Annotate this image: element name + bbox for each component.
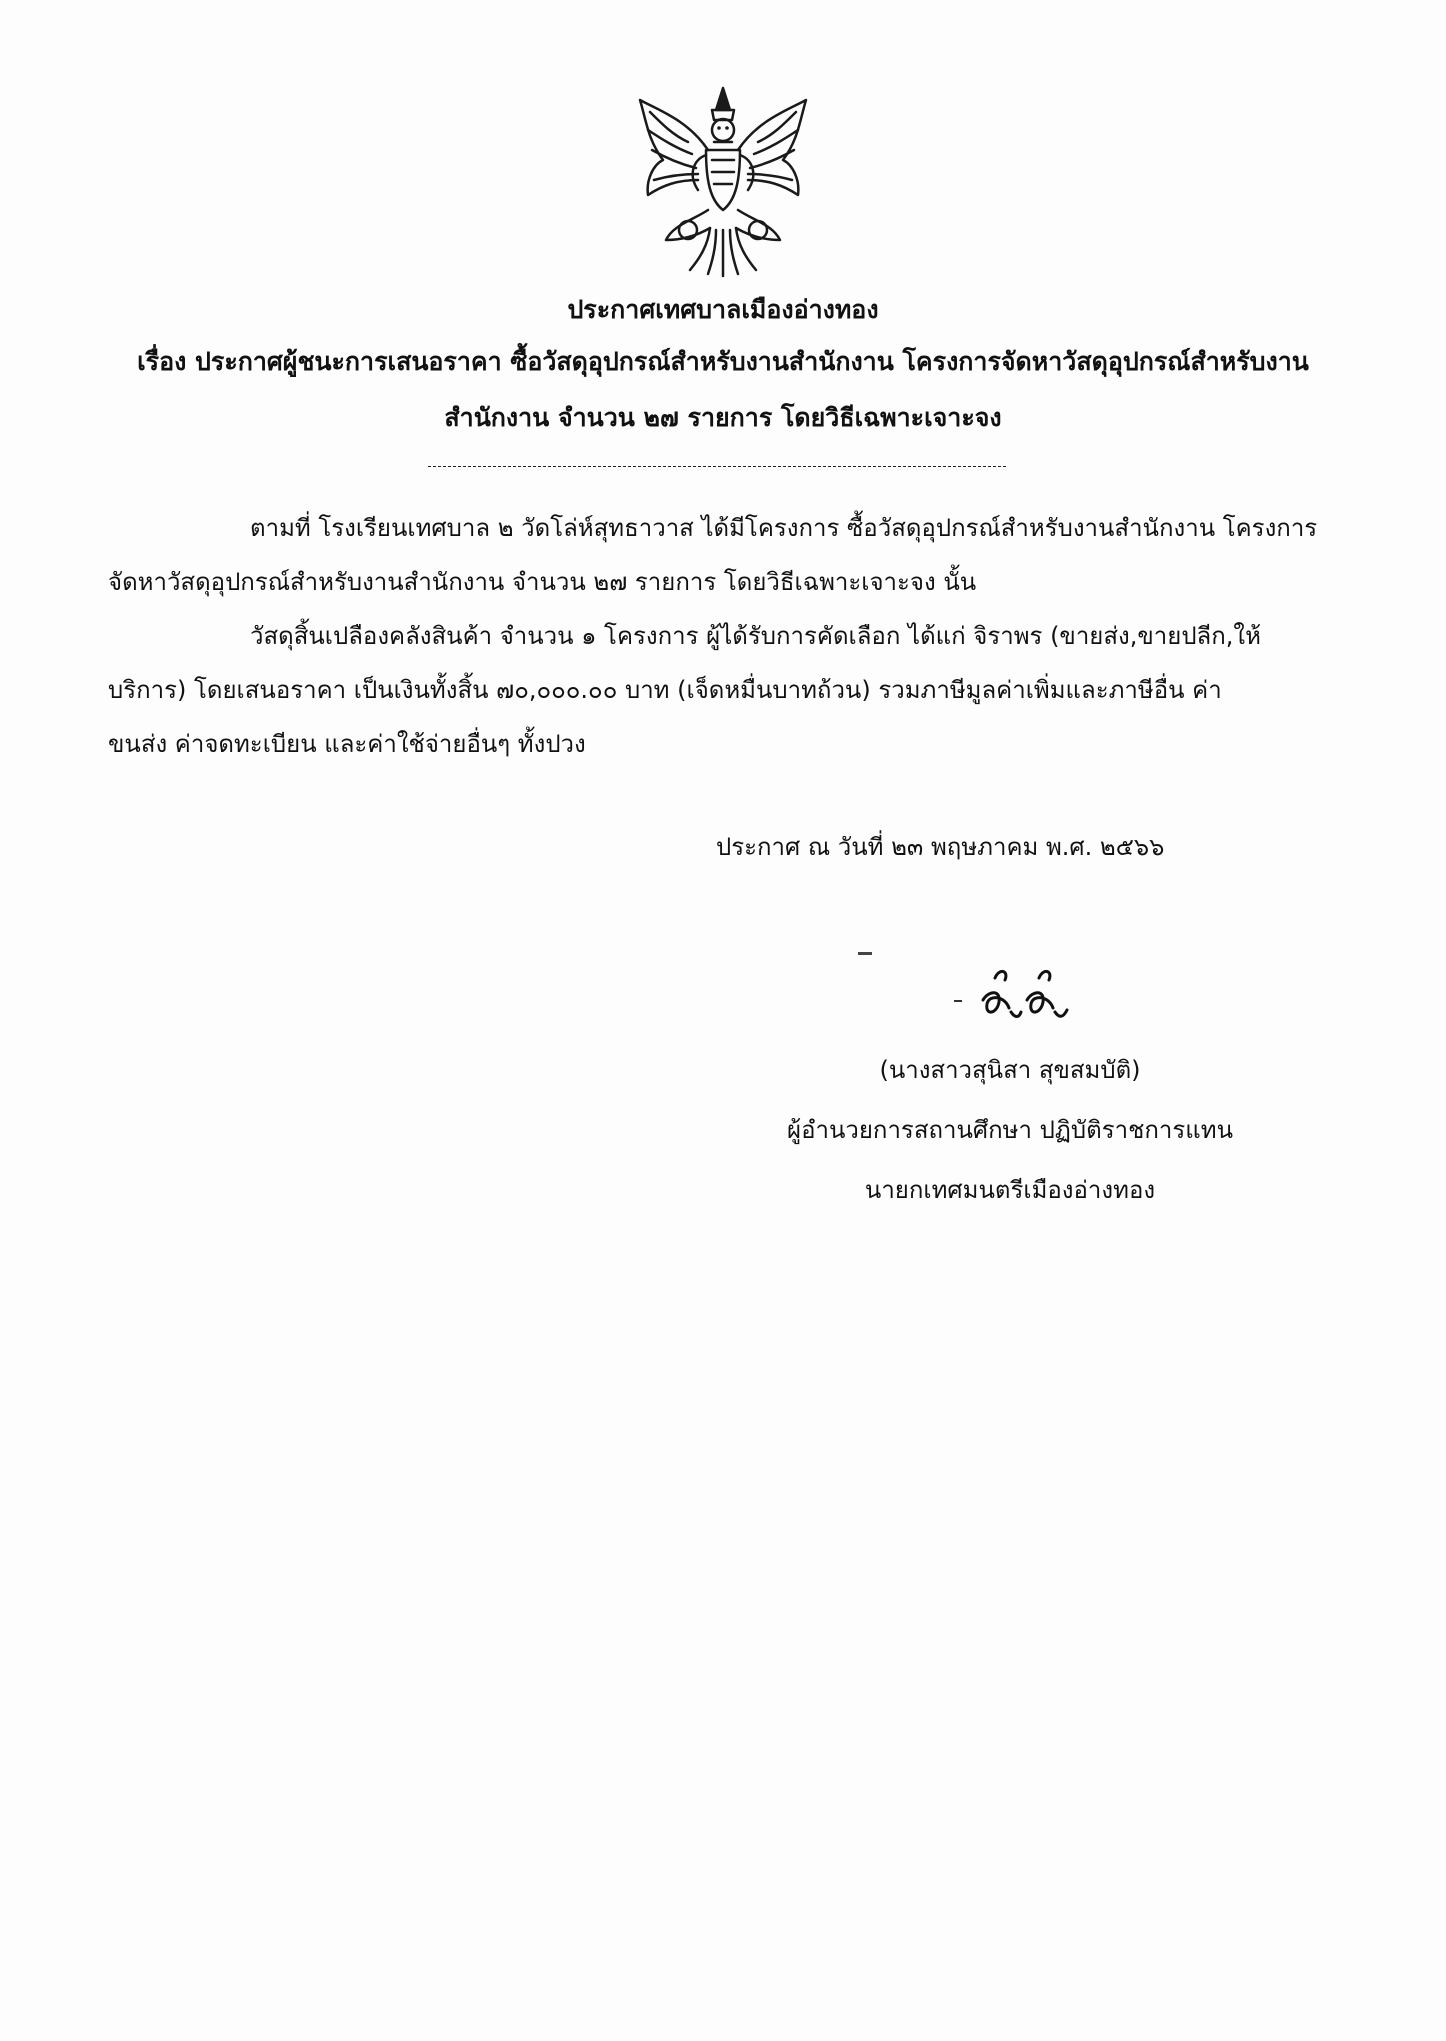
subject-line-2: สำนักงาน จำนวน ๒๗ รายการ โดยวิธีเฉพาะเจาะจง (444, 403, 1002, 432)
handwritten-signature (975, 960, 1085, 1030)
subject-line-1: เรื่อง ประกาศผู้ชนะการเสนอราคา ซื้อวัสดุอุปกรณ์สำหรับงานสำนักงาน โครงการจัดหาวัสดุอุปกรณ์สำหรับงาน (137, 347, 1309, 376)
announcement-date: ประกาศ ณ วันที่ ๒๓ พฤษภาคม พ.ศ. ๒๕๖๖ (716, 833, 1165, 861)
title-divider (428, 466, 1006, 467)
paragraph-2-line-1: วัสดุสิ้นเปลืองคลังสินค้า จำนวน ๑ โครงการ ผู้ได้รับการคัดเลือก ได้แก่ จิราพร (ขายส่ง,ขายปลีก,ให้ (250, 622, 1261, 650)
signature-tick (954, 1000, 962, 1002)
paragraph-1-line-1: ตามที่ โรงเรียนเทศบาล ๒ วัดโล่ห์สุทธาวาส ได้มีโครงการ ซื้อวัสดุอุปกรณ์สำหรับงานสำนักงาน โครงการ (250, 514, 1318, 542)
garuda-emblem-icon (628, 80, 818, 280)
paragraph-2-line-3: ขนส่ง ค่าจดทะเบียน และค่าใช้จ่ายอื่นๆ ทั้งปวง (108, 730, 586, 758)
signatory-position-line-2: นายกเทศมนตรีเมืองอ่างทอง (864, 1176, 1156, 1204)
announcement-title: ประกาศเทศบาลเมืองอ่างทอง (567, 295, 879, 324)
signatory-position-line-1: ผู้อำนวยการสถานศึกษา ปฏิบัติราชการแทน (787, 1116, 1233, 1144)
paragraph-1-line-2: จัดหาวัสดุอุปกรณ์สำหรับงานสำนักงาน จำนวน ๒๗ รายการ โดยวิธีเฉพาะเจาะจง นั้น (108, 568, 977, 596)
scan-speck (858, 952, 872, 955)
signatory-name: (นางสาวสุนิสา สุขสมบัติ) (879, 1056, 1141, 1084)
paragraph-2-line-2: บริการ) โดยเสนอราคา เป็นเงินทั้งสิ้น ๗๐,๐๐๐.๐๐ บาท (เจ็ดหมื่นบาทถ้วน) รวมภาษีมูลค่าเพิ่มและภาษีอื่น ค่า (108, 676, 1222, 704)
